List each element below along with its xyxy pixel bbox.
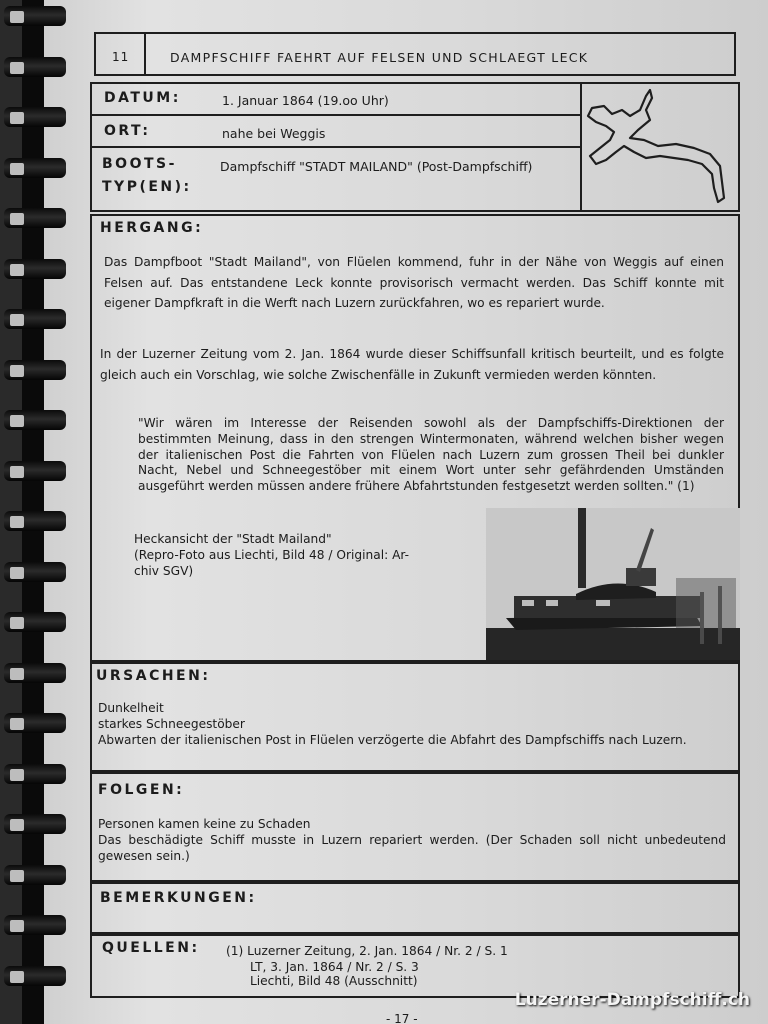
binding-ring xyxy=(4,461,66,481)
binding-ring xyxy=(4,158,66,178)
binding-ring xyxy=(4,410,66,430)
steamship-photo-image xyxy=(486,508,740,660)
binding-ring xyxy=(4,764,66,784)
ursachen-line-2: starkes Schneegestöber xyxy=(98,717,245,731)
binding-ring xyxy=(4,713,66,733)
binding-ring xyxy=(4,309,66,329)
bootstyp-value: Dampfschiff "STADT MAILAND" (Post-Dampfschiff) xyxy=(220,159,533,174)
hergang-label: HERGANG: xyxy=(100,220,204,236)
quellen-line-1: (1) Luzerner Zeitung, 2. Jan. 1864 / Nr. 2 / S. 1 xyxy=(226,944,508,958)
folgen-line-1: Personen kamen keine zu Schaden xyxy=(98,817,311,831)
ursachen-line-1: Dunkelheit xyxy=(98,701,164,715)
lake-map-icon xyxy=(584,86,736,208)
bemerkungen-label: BEMERKUNGEN: xyxy=(100,890,257,906)
binding-ring xyxy=(4,208,66,228)
binding-ring xyxy=(4,966,66,986)
spiral-binding xyxy=(0,0,70,1024)
hergang-paragraph-2: In der Luzerner Zeitung vom 2. Jan. 1864 wurde dieser Schiffsunfall kritisch beurteilt, und es folgte gleich auch ein Vorschlag, wie solche Zwischenfälle in Zukunft vermieden werden könnten. xyxy=(100,347,724,382)
fields-row-divider-1 xyxy=(90,114,582,116)
binding-ring xyxy=(4,511,66,531)
quellen-line-3: Liechti, Bild 48 (Ausschnitt) xyxy=(250,974,418,988)
photo-caption-3: chiv SGV) xyxy=(134,564,194,578)
binding-ring xyxy=(4,663,66,683)
newspaper-quote: "Wir wären im Interesse der Reisenden sowohl als der Dampfschiffs-Direktionen der bestimmten Meinung, dass in den strengen Wintermonaten, während welchen bisher wegen der italienischen Post die Fahrten von Flüelen nach Luzern zum grossen Theil bei dunkler Nacht, Nebel und Schneegestöber mit einem Wort unter sehr gefährdenden Umständen ausgeführt werden müssen andere frühere Abfahrtstunden festgesetzt werden sollten." (1) xyxy=(138,416,724,494)
hergang-paragraph-1: Das Dampfboot "Stadt Mailand", von Flüelen kommend, fuhr in der Nähe von Weggis auf einen Felsen auf. Das entstandene Leck konnte provisorisch vermacht werden. Das Schiff konnte mit eigener Dampfkraft in die Werft nach Luzern zurückfahren, wo es repariert wurde. xyxy=(104,255,724,310)
fields-row-divider-2 xyxy=(90,146,582,148)
binding-ring xyxy=(4,612,66,632)
map-divider xyxy=(580,82,582,212)
quellen-label: QUELLEN: xyxy=(102,940,200,956)
folgen-line-2: Das beschädigte Schiff musste in Luzern repariert werden. (Der Schaden soll nicht unbedeutend gewesen sein.) xyxy=(98,833,726,863)
binding-ring xyxy=(4,57,66,77)
incident-title: DAMPFSCHIFF FAEHRT AUF FELSEN UND SCHLAEGT LECK xyxy=(170,50,589,65)
bootstyp-label-1: BOOTS- xyxy=(102,156,177,172)
ort-label: ORT: xyxy=(104,123,151,139)
binding-ring xyxy=(4,360,66,380)
datum-label: DATUM: xyxy=(104,90,181,106)
folgen-label: FOLGEN: xyxy=(98,782,185,798)
ursachen-label: URSACHEN: xyxy=(96,668,211,684)
steamship-photo xyxy=(486,508,740,660)
photo-caption-2: (Repro-Foto aus Liechti, Bild 48 / Original: Ar- xyxy=(134,548,410,562)
quellen-line-2: LT, 3. Jan. 1864 / Nr. 2 / S. 3 xyxy=(250,960,419,974)
binding-ring xyxy=(4,865,66,885)
page-number: - 17 - xyxy=(386,1012,418,1024)
binding-ring xyxy=(4,6,66,26)
datum-value: 1. Januar 1864 (19.oo Uhr) xyxy=(222,93,389,108)
ort-value: nahe bei Weggis xyxy=(222,126,326,141)
ursachen-line-3: Abwarten der italienischen Post in Flüelen verzögerte die Abfahrt des Dampfschiffs nach Luzern. xyxy=(98,733,687,747)
binding-ring xyxy=(4,107,66,127)
binding-ring xyxy=(4,915,66,935)
bootstyp-label-2: TYP(EN): xyxy=(102,179,192,195)
binding-ring xyxy=(4,259,66,279)
header-divider xyxy=(144,32,146,76)
binding-ring xyxy=(4,562,66,582)
incident-number: 11 xyxy=(112,50,130,64)
photo-caption-1: Heckansicht der "Stadt Mailand" xyxy=(134,532,332,546)
site-watermark: Luzerner-Dampfschiff.ch xyxy=(514,990,750,1010)
binding-ring xyxy=(4,814,66,834)
incident-form xyxy=(88,30,740,1000)
